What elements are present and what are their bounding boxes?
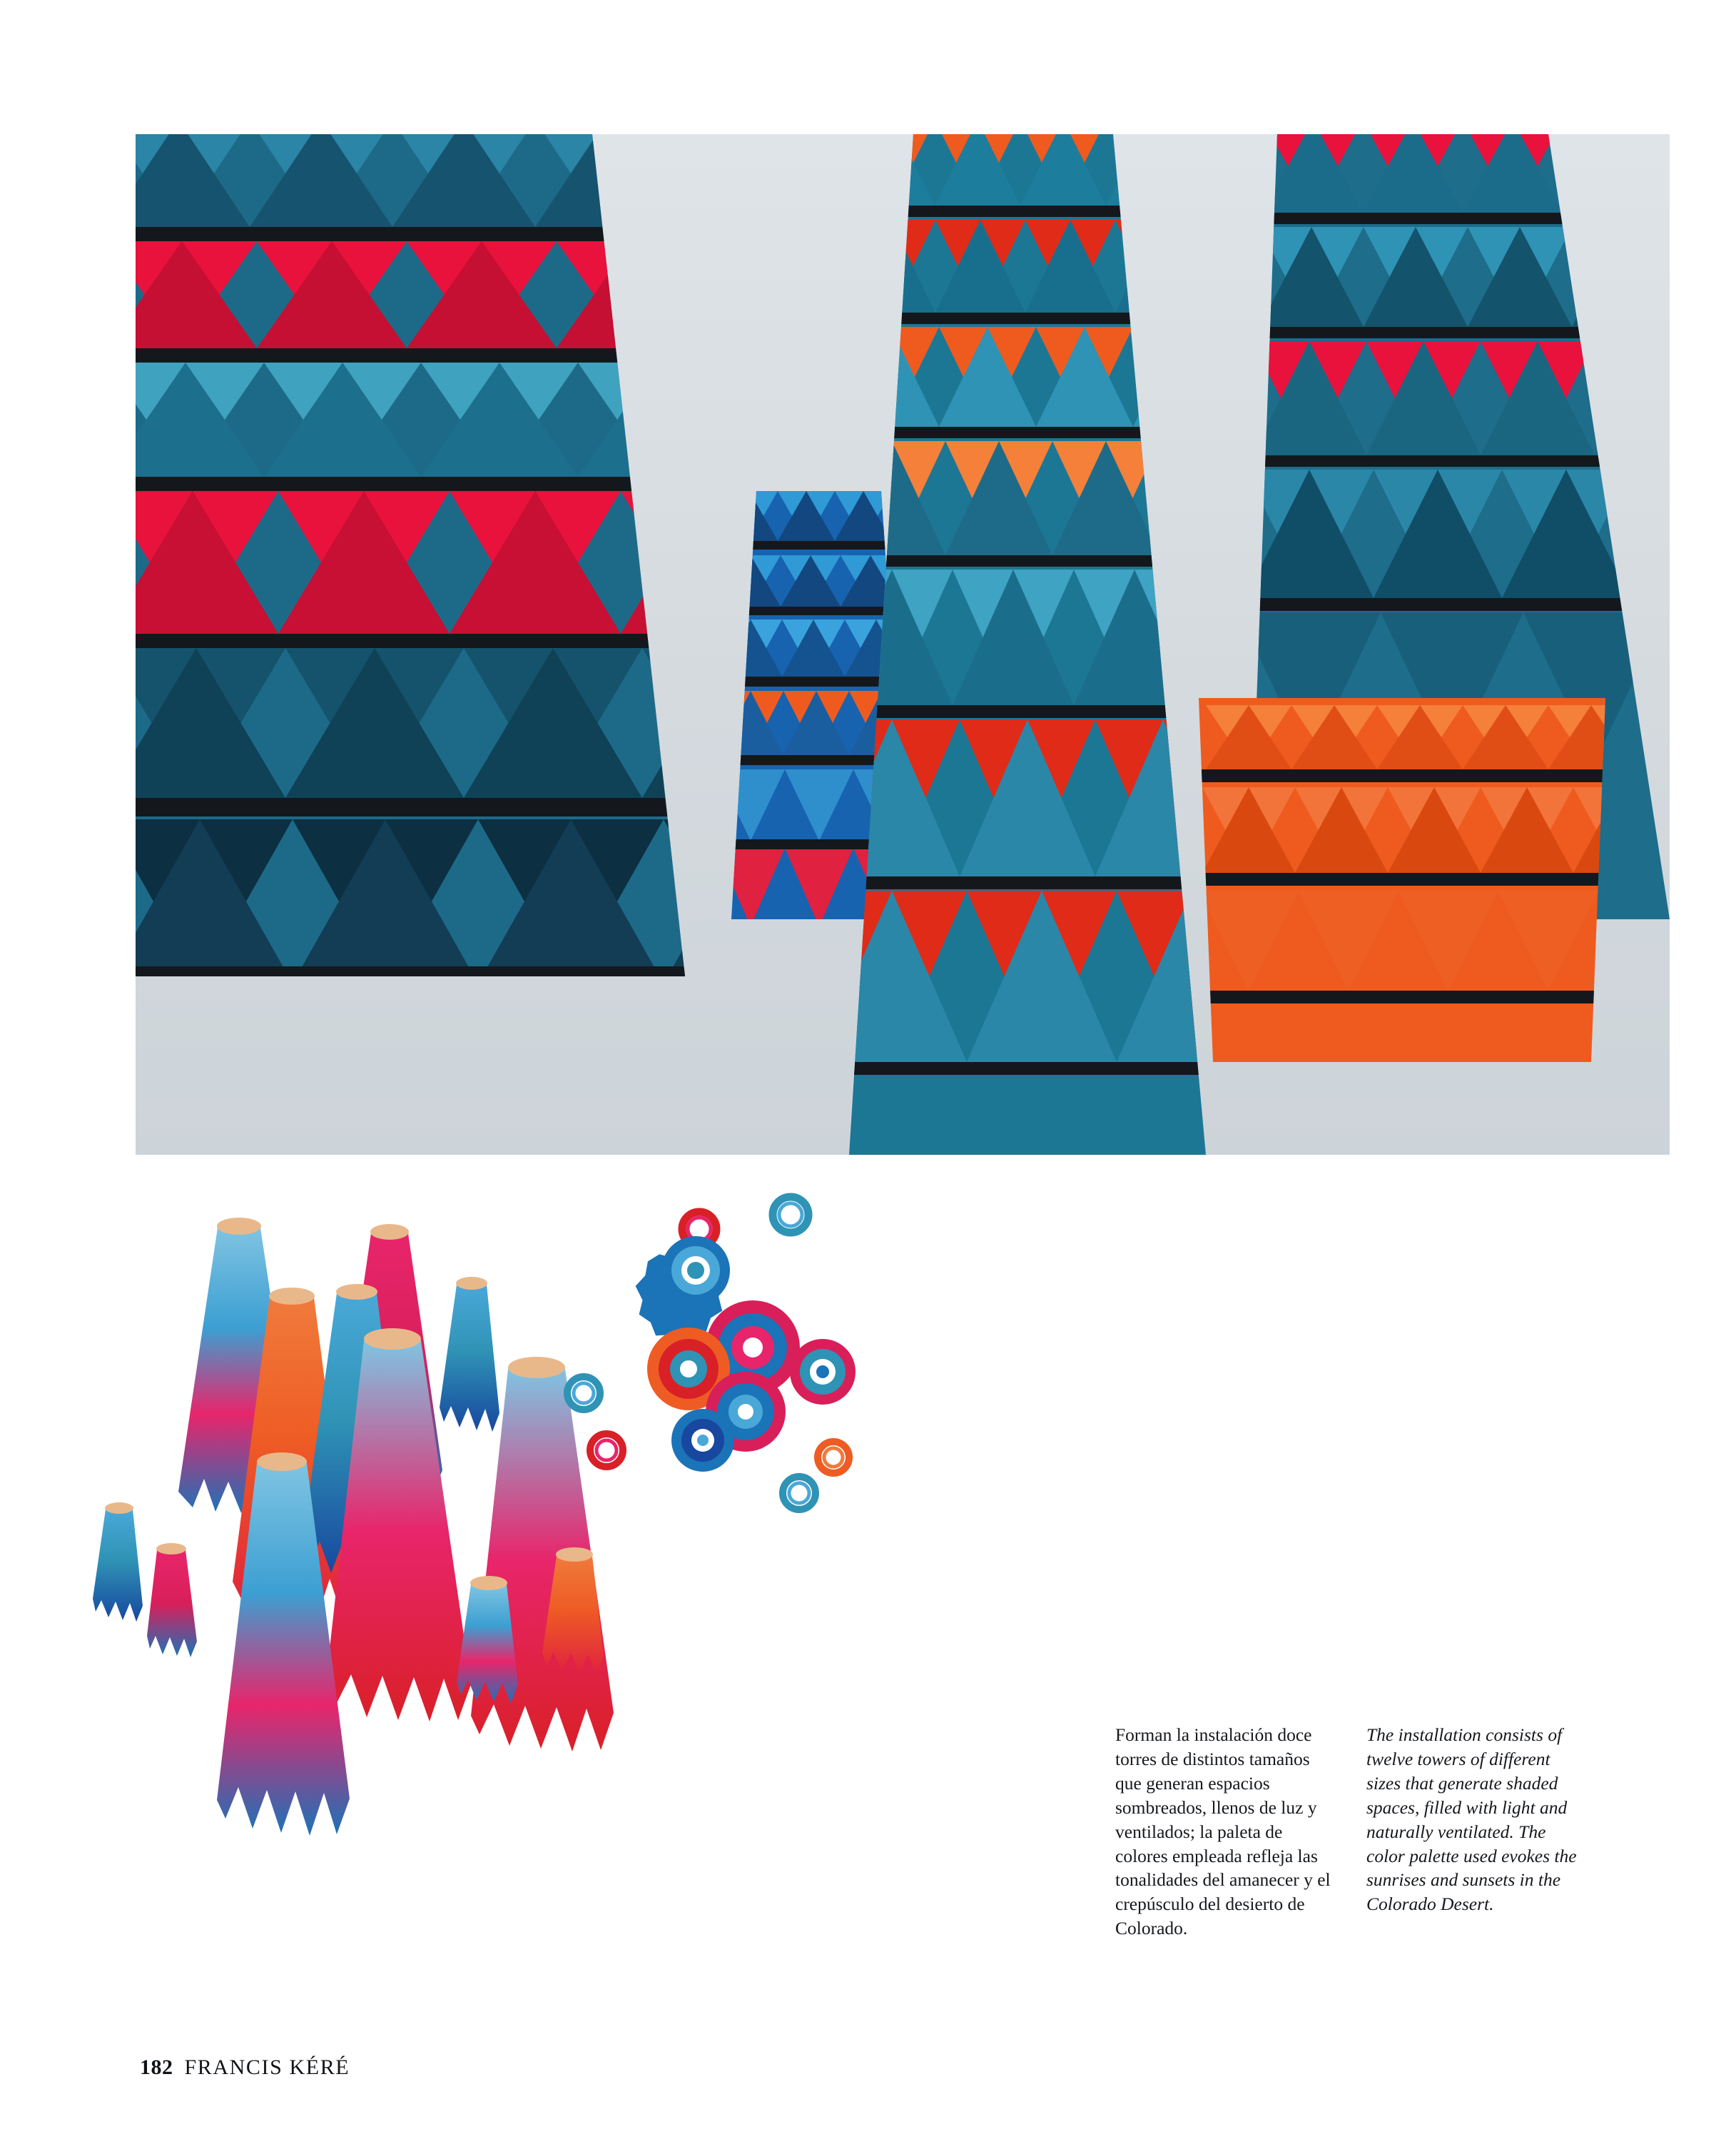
caption-english: [1366, 1723, 1588, 1941]
rosette-star-4: [671, 1409, 734, 1472]
page-number: 182: [140, 2056, 173, 2079]
rosette-small-5: [818, 1442, 849, 1473]
caption-spanish: [1115, 1723, 1336, 1941]
caption-block: [1115, 1723, 1615, 1941]
rosette-small-2: [773, 1197, 808, 1233]
rosette-small-6: [783, 1477, 816, 1510]
caption-spanish-text: Forman la instalación doce torres de distintos tamaños que generan espacios sombreados, llenos de luz y ventilados; la paleta de colores empleada refleja las tonalidades del amanecer y el crepúsculo del desierto de Colorado.: [1115, 1724, 1331, 1939]
tower-illustration-10: [147, 1543, 197, 1657]
photograph-towers: [136, 134, 1670, 1155]
caption-english-text: The installation consists of twelve towers of different sizes that generate shaded spaces, filled with light and naturally ventilated. The color palette used evokes the sunrises and sunsets in the Colorado Desert.: [1366, 1724, 1577, 1915]
page-footer: [140, 2056, 350, 2080]
towers-vector-illustration: [136, 134, 1670, 1155]
plan-rosettes: [567, 1197, 856, 1510]
running-head: FRANCIS KÉRÉ: [184, 2056, 350, 2079]
rosette-small-3: [567, 1377, 600, 1410]
tower-illustration-9: [93, 1502, 143, 1622]
tower-foreground-orange: [1184, 691, 1666, 1076]
rosette-small-4: [590, 1434, 623, 1467]
rosette-star-2: [661, 1236, 730, 1305]
rosette-star-3: [790, 1339, 856, 1405]
tower-illustration-8: [440, 1277, 499, 1432]
